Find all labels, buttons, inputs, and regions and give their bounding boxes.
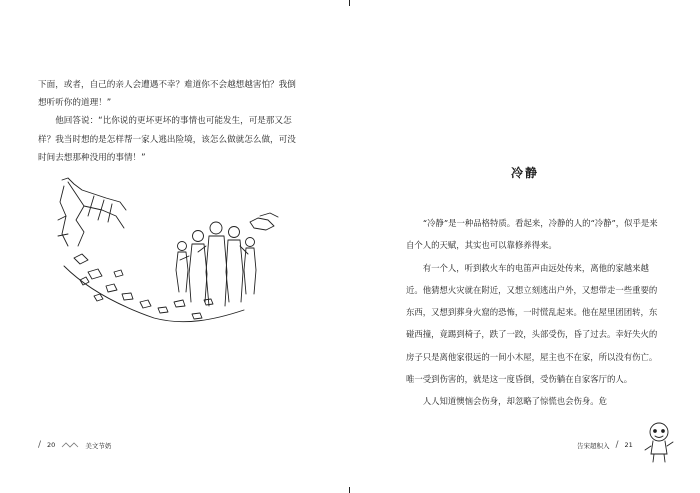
left-footer bbox=[38, 440, 111, 450]
left-page-number: 20 bbox=[47, 441, 56, 449]
right-page bbox=[350, 0, 700, 493]
slash-mark: / bbox=[615, 440, 619, 450]
right-series-title: 告宋超积入 bbox=[577, 441, 610, 450]
right-paragraph-2: 有一个人，听到救火车的电笛声由远处传来，离他的家越来越近。他猜想火灾就在附近，又想立刻逃出户外，又想带走一些重要的东西，又想到葬身火窟的恐怖，一时慌乱起来。他在屋里团团转，东碰西撞，竟踢到椅子，跌了一跤，头部受伤，昏了过去。幸好失火的房子只是离他家很远的一间小木屋，屋主也不在家，所以没有伤亡。唯一受到伤害的，就是这一度昏倒，受伤躺在自家客厅的人。 bbox=[406, 262, 658, 385]
right-paragraph-1: “冷静”是一种品格特质。看起来，冷静的人的“冷静”，似乎是来自个人的天赋，其实也可以靠修养得来。 bbox=[406, 218, 658, 251]
chapter-title: 冷静 bbox=[510, 166, 539, 180]
cartoon-character-icon bbox=[642, 420, 676, 464]
left-paragraph-1: 下面，或者，自己的亲人会遭遇不幸？难道你不会越想越害怕？我倒想听听你的道理！” bbox=[38, 80, 296, 109]
left-paragraph-2: 他回答说：“比你说的更坏更坏的事情也可能发生，可是那又怎样？我当时想的是怎样帮一家人逃出险境，该怎么做就怎么做，可没时间去想那种没用的事情！” bbox=[38, 116, 296, 163]
left-page-text bbox=[38, 76, 300, 167]
series-logo-icon bbox=[61, 441, 79, 449]
right-page-number: 21 bbox=[624, 441, 633, 449]
right-page-text bbox=[406, 212, 662, 413]
right-paragraph-3: 人人知道懊恼会伤身，却忽略了惊慌也会伤身。危 bbox=[422, 396, 608, 407]
left-series-title: 美文节奶 bbox=[85, 441, 112, 450]
slash-mark: / bbox=[38, 440, 42, 450]
family-evacuation-illustration bbox=[54, 176, 286, 328]
right-footer bbox=[577, 440, 633, 450]
